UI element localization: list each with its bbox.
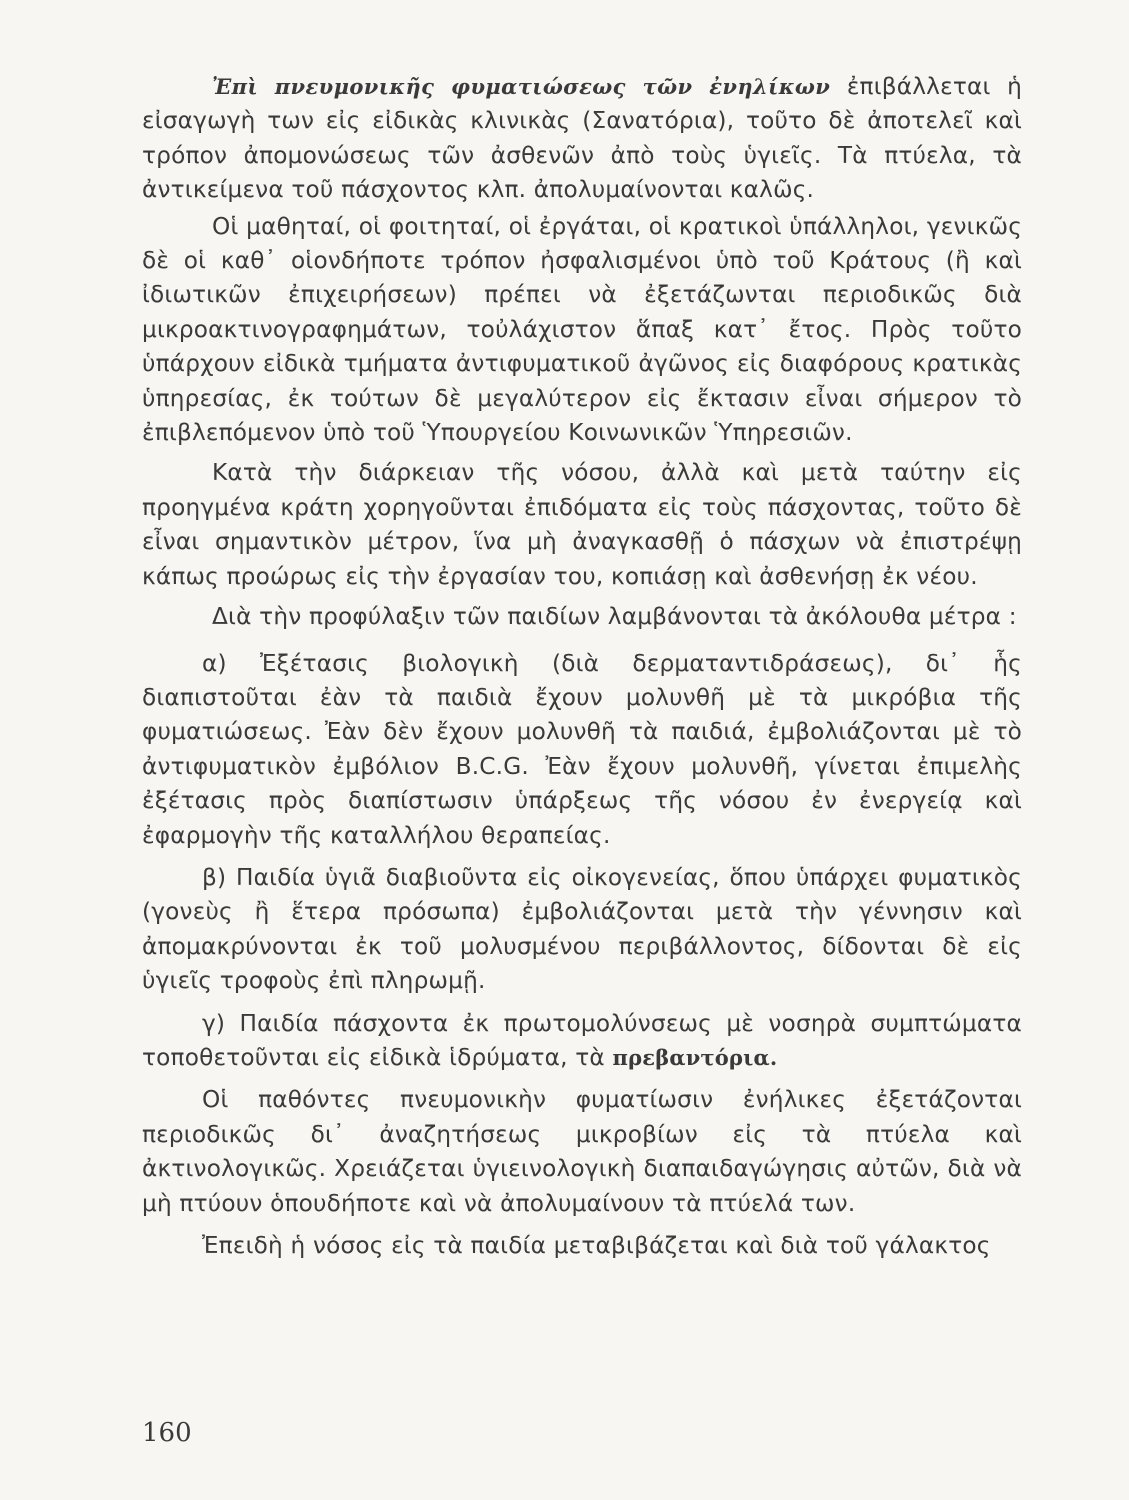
paragraph-adult-tuberculosis: [142, 70, 1022, 208]
list-item-c-text: γ) Παιδία πάσχοντα ἐκ πρωτομολύνσεως μὲ νοσηρὰ συμπτώματα τοποθετοῦνται εἰς εἰδικὰ ἱδρύματα, τὰ: [142, 1009, 1022, 1071]
body-text: [142, 70, 1022, 1263]
paragraph-text: ἐπιβάλλεται ἡ εἰσαγωγὴ των εἰς εἰδικὰς κλινικὰς (Σανατόρια), τοῦτο δὲ ἀποτελεῖ καὶ τρόπον ἀπομονώσεως τῶν ἀσθενῶν ἀπὸ τοὺς ὑγιεῖς. Τὰ πτύελα, τὰ ἀντικείμενα τοῦ πάσχοντος κλπ. ἀπολυμαίνονται καλῶς.: [142, 73, 1023, 204]
list-item-c: [142, 1007, 1022, 1076]
list-item-b: β) Παιδία ὑγιᾶ διαβιοῦντα εἰς οἰκογενείας, ὅπου ὑπάρχει φυματικὸς (γονεὺς ἢ ἕτερα πρόσωπα) ἐμβολιάζονται μετὰ τὴν γέννησιν καὶ ἀπομακρύνονται ἐκ τοῦ μολυσμένου περιβάλλοντος, δίδονται δὲ εἰς ὑγιεῖς τροφοὺς ἐπὶ πληρωμῇ.: [142, 863, 1022, 995]
page-number: 160: [142, 1418, 192, 1448]
paragraph-adult-followup: Οἱ παθόντες πνευμονικὴν φυματίωσιν ἐνήλικες ἐξετάζονται περιοδικῶς δι᾽ ἀναζητήσεως μικροβίων εἰς τὰ πτύελα καὶ ἀκτινολογικῶς. Χρειάζεται ὑγιεινολογικὴ διαπαιδαγώγησις αὐτῶν, διὰ νὰ μὴ πτύουν ὁπουδήποτε καὶ νὰ ἀπολυμαίνουν τὰ πτύελά των.: [142, 1086, 1022, 1217]
paragraph-screening: Οἱ μαθηταί, οἱ φοιτηταί, οἱ ἐργάται, οἱ κρατικοὶ ὑπάλληλοι, γενικῶς δὲ οἱ καθ᾽ οἱονδήποτε τρόπον ἠσφαλισμένοι ὑπὸ τοῦ Κράτους (ἢ καὶ ἰδιωτικῶν ἐπιχειρήσεων) πρέπει νὰ ἐξετάζωνται περιοδικῶς διὰ μικροακτινογραφημάτων, τοὐλάχιστον ἅπαξ κατ᾽ ἔτος. Πρὸς τοῦτο ὑπάρχουν εἰδικὰ τμήματα ἀντιφυματικοῦ ἀγῶνος εἰς διαφόρους κρατικὰς ὑπηρεσίας, ἐκ τούτων δὲ μεγαλύτερον εἰς ἔκτασιν εἶναι σήμερον τὸ ἐπιβλεπόμενον ὑπὸ τοῦ Ὑπουργείου Κοινωνικῶν Ὑπηρεσιῶν.: [142, 212, 1022, 447]
paragraph-milk-transmission: Ἐπειδὴ ἡ νόσος εἰς τὰ παιδία μεταβιβάζεται καὶ διὰ τοῦ γάλακτος: [202, 1232, 991, 1259]
paragraph-child-measures-intro: Διὰ τὴν προφύλαξιν τῶν παιδίων λαμβάνονται τὰ ἀκόλουθα μέτρα :: [212, 603, 1017, 631]
bold-term: πρεβαντόρια.: [612, 1044, 778, 1070]
paragraph-benefits: Κατὰ τὴν διάρκειαν τῆς νόσου, ἀλλὰ καὶ μετὰ ταύτην εἰς προηγμένα κράτη χορηγοῦνται ἐπιδόματα εἰς τοὺς πάσχοντας, τοῦτο δὲ εἶναι σημαντικὸν μέτρον, ἵνα μὴ ἀναγκασθῇ ὁ πάσχων νὰ ἐπιστρέψῃ κάπως προώρως εἰς τὴν ἐργασίαν του, κοπιάσῃ καὶ ἀσθενήσῃ ἐκ νέου.: [142, 459, 1022, 590]
list-item-a: α) Ἐξέτασις βιολογικὴ (διὰ δερματαντιδράσεως), δι᾽ ἧς διαπιστοῦται ἐὰν τὰ παιδιὰ ἔχουν μολυνθῆ μὲ τὰ μικρόβια τῆς φυματιώσεως. Ἐὰν δὲν ἔχουν μολυνθῆ τὰ παιδιά, ἐμβολιάζονται μὲ τὸ ἀντιφυματικὸν ἐμβόλιον B.C.G. Ἐὰν ἔχουν μολυνθῆ, γίνεται ἐπιμελὴς ἐξέτασις πρὸς διαπίστωσιν ὑπάρξεως τῆς νόσου ἐν ἐνεργείᾳ καὶ ἐφαρμογὴν τῆς καταλλήλου θεραπείας.: [142, 649, 1022, 849]
paragraph-lead-phrase: Ἐπὶ πνευμονικῆς φυματιώσεως τῶν ἐνηλίκων: [212, 74, 831, 99]
